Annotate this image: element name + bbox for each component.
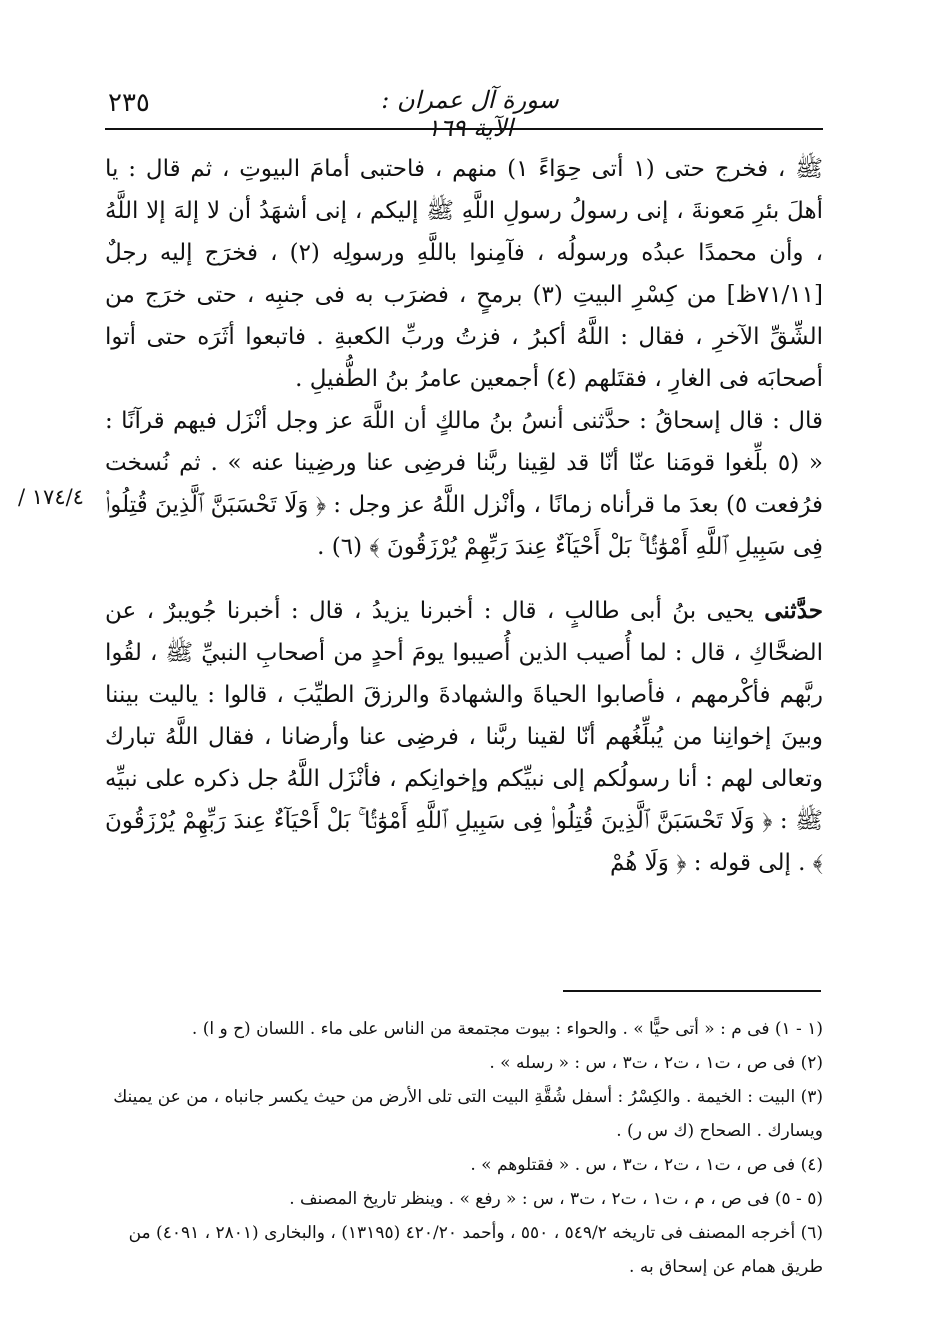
footnote-6: (٦) أخرجه المصنف فى تاريخه ٥٤٩/٢ ، ٥٥٠ ، وأحمد ٤٢٠/٢٠ (١٣١٩٥) ، والبخارى (٢٨٠١ ، ٤٠٩١) من طريق همام عن إسحاق به . [128, 1223, 823, 1277]
footnotes [105, 1012, 823, 1284]
main-text [105, 148, 823, 884]
paragraph-1: ﷺ ، فخرج حتى (١ أتى حِوَاءً ١) منهم ، فاحتبى أمامَ البيوتِ ، ثم قال : يا أهلَ بئرِ مَعونةَ ، إنى رسولُ رسولِ اللَّهِ ﷺ إليكم ، إنى أشهَدُ أن لا إلهَ إلا اللَّهُ ، وأن محمدًا عبدُه ورسولُه ، فآمِنوا باللَّهِ ورسولِه (٢) ، فخرَج إليه رجلٌ [٧١/١١ظ] من كِسْرِ البيتِ (٣) برمحٍ ، فضرَب به فى جنبِه ، حتى خرَج من الشِّقِّ الآخرِ ، فقال : اللَّهُ أكبرُ ، فزتُ وربِّ الكعبةِ . فاتبعوا أثَرَه حتى أتوا أصحابَه فى الغارِ ، فقتَلهم (٤) أجمعين عامرُ بنُ الطُّفيلِ . [105, 156, 823, 392]
footnote-5: (٥ - ٥) فى ص ، م ، ت١ ، ت٢ ، ت٣ ، س : « رفع » . وينظر تاريخ المصنف . [289, 1189, 823, 1209]
footnote-2: (٢) فى ص ، ت١ ، ت٢ ، ت٣ ، س : « رسله » . [489, 1053, 823, 1073]
footnote-3: (٣) البيت : الخيمة . والكِسْرُ : أسفل شُقَّةِ البيت التى تلى الأرض من حيث يكسر جانباه ، من عن يمينك ويسارك . الصحاح (ك س ر) . [113, 1087, 823, 1141]
running-title: سورة آل عمران : الآية ١٦٩ [381, 86, 559, 142]
footnote-1: (١ - ١) فى م : « أتى حيًّا » . والحواء : بيوت مجتمعة من الناس على ماء . اللسان (ح و ا) . [191, 1019, 823, 1039]
footnote-4: (٤) فى ص ، ت١ ، ت٢ ، ت٣ ، س . « فقتلوهم » . [470, 1155, 823, 1175]
header-divider [105, 128, 823, 130]
margin-reference: ١٧٤/٤ / [18, 485, 84, 509]
paragraph-3 [105, 590, 823, 884]
paragraph-3-text: يحيى بنُ أبى طالبٍ ، قال : أخبرنا يزيدُ ، قال : أخبرنا جُويبرٌ ، عن الضحَّاكِ ، قال : لما أُصيب الذين أُصيبوا يومَ أحدٍ من أصحابِ النبيِّ ﷺ ، لقُوا ربَّهم فأكْرمهم ، فأصابوا الحياةَ والشهادةَ والرزقَ الطيِّبَ ، قالوا : ياليت بيننا وبينَ إخوانِنا من يُبلِّغُهم أنّا لقينا ربَّنا ، فرضِى عنا وأرضانا ، فقال اللَّهُ تبارك وتعالى لهم : أنا رسولُكم إلى نبيِّكم وإخوانِكم ، فأنْزَل اللَّهُ جل ذكره على نبيِّه ﷺ : ﴿ وَلَا تَحْسَبَنَّ ٱلَّذِينَ قُتِلُوا۟ فِى سَبِيلِ ٱللَّهِ أَمْوَٰتًۢا ۚ بَلْ أَحْيَآءٌ عِندَ رَبِّهِمْ يُرْزَقُونَ ﴾ . إلى قوله : ﴿ وَلَا هُمْ [105, 598, 823, 876]
page-number: ٢٣٥ [108, 88, 150, 118]
paragraph-lead-word: حدَّثنى [764, 597, 823, 624]
paragraph-2: قال : قال إسحاقُ : حدَّثنى أنسُ بنُ مالكٍ أن اللَّهَ عز وجل أنْزَل فيهم قرآنًا : « (٥ بلِّغوا قومَنا عنّا أنّا قد لقِينا ربَّنا فرضِى عنا ورضِينا عنه » . ثم نُسخت فرُفعت ٥) بعدَ ما قرأناه زمانًا ، وأنْزل اللَّهُ عز وجل : ﴿ وَلَا تَحْسَبَنَّ ٱلَّذِينَ قُتِلُوا۟ فِى سَبِيلِ ٱللَّهِ أَمْوَٰتًۢا ۚ بَلْ أَحْيَآءٌ عِندَ رَبِّهِمْ يُرْزَقُونَ ﴾ (٦) . [105, 408, 823, 560]
footnote-divider [563, 990, 821, 992]
